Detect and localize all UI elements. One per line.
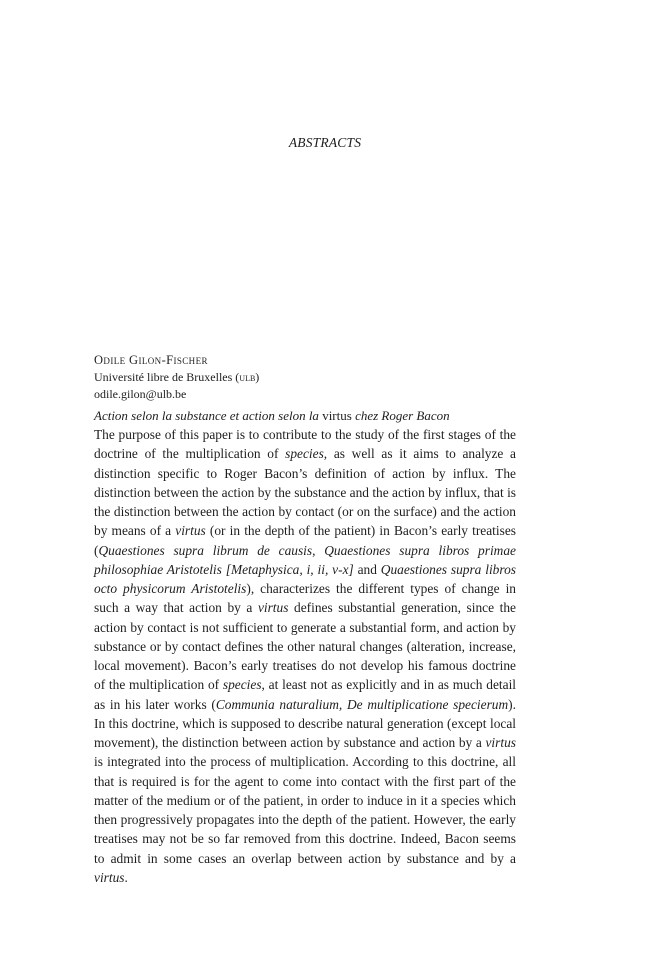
abstract-work-title: Quaestiones supra libros octo physicorum Aristotelis bbox=[94, 561, 516, 596]
abstract-italic-term: virtus bbox=[485, 735, 516, 750]
abstract-text: , at least not as explicitly and in as much detail as in his later works ( bbox=[94, 677, 517, 712]
author-block bbox=[94, 351, 524, 403]
abstract-italic-term: virtus bbox=[175, 523, 206, 539]
title-part-1: Action selon la substance et action selon la bbox=[94, 408, 319, 423]
abstract-text: is integrated into the process of multiplication. According to this doctrine, all that is required is for the agent to come into contact with the first part of the matter of the medium or of the patient, in order to induce in it a species which then progressively propagates into the depth of the patient. However, the early treatises may not be so far removed from this doctrine. Indeed, Bacon seems to admit in some cases an overlap between action by substance and by a bbox=[94, 754, 516, 866]
abstract-work-title: Communia naturalium, De multiplicatione specierum bbox=[215, 696, 509, 712]
title-part-3: chez Roger Bacon bbox=[355, 408, 450, 423]
abstract-text: and bbox=[353, 561, 381, 577]
abstract-work-title: Quaestiones supra libros primae philosophiae Aristotelis [Metaphysica, i, ii, v-x] bbox=[94, 542, 516, 577]
title-part-2: virtus bbox=[322, 408, 352, 423]
abstract-text: The purpose of this paper is to contribute to the study of the first stages of the doctrine of the multiplication of bbox=[94, 427, 516, 462]
page-heading: ABSTRACTS bbox=[288, 135, 362, 150]
abstract-text: defines substantial generation, since the action by contact is not sufficient to generate a substantial form, and action by substance or by contact defines the other natural changes (alteration, increase, local movement). Bacon’s early treatises do not develop his famous doctrine of the multiplication of bbox=[94, 600, 516, 693]
abstract-text: , as well as it aims to analyze a distinction specific to Roger Bacon’s definition of action by influx. The distinction between the action by the substance and the action by influx, that is the distinction between the action by contact (or on the surface) and the action by means of a bbox=[94, 446, 517, 539]
abstract-italic-term: species bbox=[285, 446, 324, 462]
author-email: odile.gilon@ulb.be bbox=[94, 387, 187, 401]
affiliation-prefix: Université libre de Bruxelles ( bbox=[94, 370, 240, 384]
abstract-italic-term: virtus bbox=[94, 869, 125, 885]
affiliation-suffix: ) bbox=[255, 370, 260, 384]
abstract-work-title: Quaestiones supra librum de causis bbox=[98, 542, 313, 558]
abstract-text: ), characterizes the different types of change in such a way that action by a bbox=[94, 581, 517, 616]
abstract-text: (or in the depth of the patient) in Bacon’s early treatises ( bbox=[94, 523, 516, 558]
affiliation-acronym: ulb bbox=[239, 370, 256, 384]
abstract-text: . bbox=[124, 869, 128, 885]
abstract-text: ). In this doctrine, which is supposed to describe natural generation (except local movement), the distinction between action by substance and action by a bbox=[94, 696, 516, 750]
author-name: Odile Gilon-Fischer bbox=[94, 353, 208, 367]
article-title bbox=[94, 407, 524, 425]
author-affiliation bbox=[94, 369, 524, 386]
abstract-italic-term: virtus bbox=[257, 600, 289, 616]
abstract-italic-term: species bbox=[222, 677, 262, 693]
abstract-text: , bbox=[312, 542, 325, 558]
abstract-body bbox=[94, 425, 516, 887]
